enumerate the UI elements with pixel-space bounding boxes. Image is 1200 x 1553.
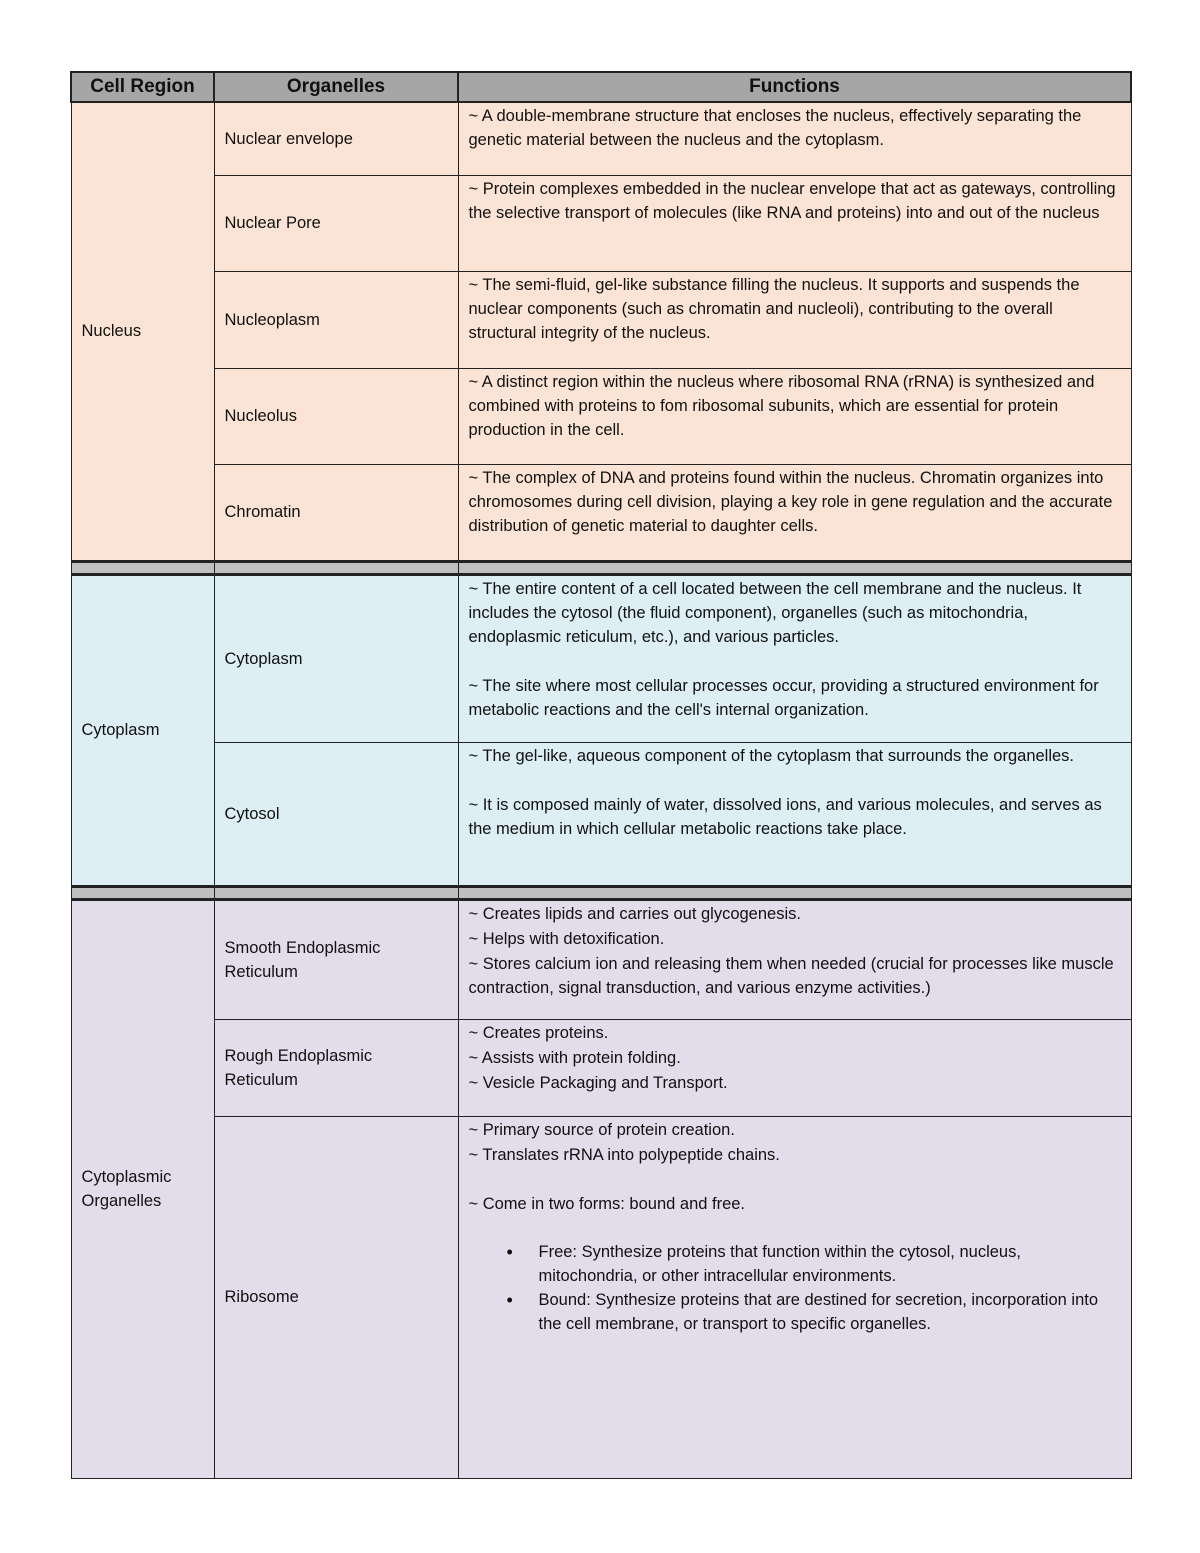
table-row — [71, 368, 1131, 464]
organelle-smooth-er: Smooth Endoplasmic Reticulum — [214, 899, 458, 1019]
organelle-nuclear-envelope: Nuclear envelope — [214, 102, 458, 175]
header-organelles: Organelles — [214, 72, 458, 102]
function-line: ~ Translates rRNA into polypeptide chains. — [468, 1145, 780, 1164]
function-line: ~ Assists with protein folding. — [468, 1048, 681, 1067]
function-line: ~ The gel-like, aqueous component of the cytoplasm that surrounds the organelles. — [468, 746, 1075, 765]
list-item: • Bound: Synthesize proteins that are destined for secretion, incorporation into the cell membrane, or transport to specific organelles. — [539, 1288, 1121, 1336]
function-cell — [458, 742, 1131, 886]
section-divider — [71, 886, 1131, 899]
header-functions: Functions — [458, 72, 1131, 102]
function-line: ~ The entire content of a cell located between the cell membrane and the nucleus. It includes the cytosol (the fluid component), organelles (such as mitochondria, endoplasmic reticulum, etc.), and various particles. — [468, 579, 1082, 646]
cell-organelles-table — [70, 71, 1132, 1479]
function-line: ~ Vesicle Packaging and Transport. — [468, 1073, 728, 1092]
table-row — [71, 1019, 1131, 1116]
function-line: ~ The complex of DNA and proteins found within the nucleus. Chromatin organizes into chromosomes during cell division, playing a key role in gene regulation and the accurate distribution of genetic material to daughter cells. — [468, 468, 1113, 535]
list-item: • Free: Synthesize proteins that function within the cytosol, nucleus, mitochondria, or other intracellular environments. — [539, 1240, 1121, 1288]
function-cell — [458, 1116, 1131, 1478]
table-row — [71, 271, 1131, 368]
function-cell — [458, 271, 1131, 368]
function-line: ~ Primary source of protein creation. — [468, 1120, 735, 1139]
region-cytoplasmic-organelles: Cytoplasmic Organelles — [71, 899, 214, 1478]
table-row — [71, 175, 1131, 271]
organelle-nucleolus: Nucleolus — [214, 368, 458, 464]
organelle-nucleoplasm: Nucleoplasm — [214, 271, 458, 368]
function-cell — [458, 574, 1131, 742]
function-line: ~ A distinct region within the nucleus where ribosomal RNA (rRNA) is synthesized and combined with proteins to fom ribosomal subunits, which are essential for protein production in the cell. — [468, 372, 1095, 439]
divider-cell — [458, 886, 1131, 899]
function-line: ~ Creates lipids and carries out glycogenesis. — [468, 904, 801, 923]
organelle-ribosome: Ribosome — [214, 1116, 458, 1478]
ribosome-forms-list — [469, 1240, 1121, 1336]
divider-cell — [214, 561, 458, 574]
organelle-nuclear-pore: Nuclear Pore — [214, 175, 458, 271]
table-row — [71, 574, 1131, 742]
function-cell — [458, 1019, 1131, 1116]
divider-cell — [71, 561, 214, 574]
function-line: ~ A double-membrane structure that encloses the nucleus, effectively separating the genetic material between the nucleus and the cytoplasm. — [468, 107, 1082, 149]
header-cell-region: Cell Region — [71, 72, 214, 102]
function-line: ~ The semi-fluid, gel-like substance filling the nucleus. It supports and suspends the nuclear components (such as chromatin and nucleoli), contributing to the overall structural integrity of the nucleus. — [468, 275, 1080, 342]
table-row — [71, 102, 1131, 175]
organelle-cytosol: Cytosol — [214, 742, 458, 886]
function-line: ~ Protein complexes embedded in the nuclear envelope that act as gateways, controlling the selective transport of molecules (like RNA and proteins) into and out of the nucleus — [468, 179, 1116, 222]
table-row — [71, 464, 1131, 561]
function-cell — [458, 102, 1131, 175]
function-line: ~ It is composed mainly of water, dissolved ions, and various molecules, and serves as the medium in which cellular metabolic reactions take place. — [468, 795, 1102, 838]
function-line: ~ Come in two forms: bound and free. — [468, 1194, 746, 1213]
divider-cell — [458, 561, 1131, 574]
table-row — [71, 1116, 1131, 1478]
organelle-cytoplasm: Cytoplasm — [214, 574, 458, 742]
function-cell — [458, 899, 1131, 1019]
divider-cell — [214, 886, 458, 899]
function-line: ~ Creates proteins. — [468, 1023, 609, 1042]
region-cytoplasm: Cytoplasm — [71, 574, 214, 886]
function-line: ~ Helps with detoxification. — [468, 929, 665, 948]
header-row — [71, 72, 1131, 102]
table-row — [71, 742, 1131, 886]
organelle-rough-er: Rough Endoplasmic Reticulum — [214, 1019, 458, 1116]
function-cell — [458, 368, 1131, 464]
function-cell — [458, 464, 1131, 561]
function-line: ~ Stores calcium ion and releasing them when needed (crucial for processes like muscle contraction, signal transduction, and various enzyme activities.) — [468, 954, 1114, 997]
section-divider — [71, 561, 1131, 574]
organelle-chromatin: Chromatin — [214, 464, 458, 561]
table-row — [71, 899, 1131, 1019]
function-line: ~ The site where most cellular processes occur, providing a structured environment for metabolic reactions and the cell's internal organization. — [468, 676, 1099, 719]
divider-cell — [71, 886, 214, 899]
function-cell — [458, 175, 1131, 271]
region-nucleus: Nucleus — [71, 102, 214, 561]
